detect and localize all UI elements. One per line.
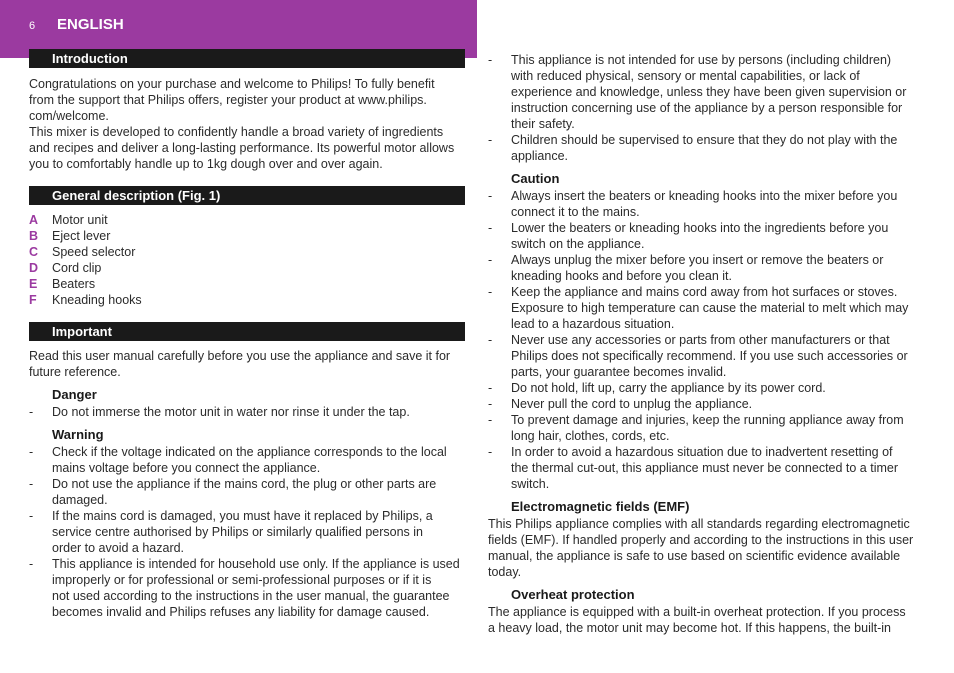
text-line: Never use any accessories or parts from other manufacturers or that: [511, 333, 890, 347]
text-line: Never pull the cord to unplug the appliance.: [511, 397, 753, 411]
list-item: [488, 412, 924, 444]
text-line: Read this user manual carefully before you use the appliance and save it for: [29, 349, 451, 363]
text-line: you to comfortably handle up to 1kg dough over and over again.: [29, 157, 383, 171]
part-name: Kneading hooks: [52, 293, 142, 307]
text-line: Congratulations on your purchase and welcome to Philips! To fully benefit: [29, 77, 435, 91]
important-paragraph: [29, 348, 465, 380]
text-line: instruction concerning use of the appliance by a person responsible for: [511, 101, 903, 115]
section-heading-general-description: General description (Fig. 1): [29, 186, 465, 205]
emf-paragraph: [488, 516, 924, 580]
text-line: parts, your guarantee becomes invalid.: [511, 365, 727, 379]
text-line: Do not immerse the motor unit in water nor rinse it under the tap.: [52, 405, 410, 419]
text-line: In order to avoid a hazardous situation due to inadvertent resetting of: [511, 445, 893, 459]
text-line: Check if the voltage indicated on the appliance corresponds to the local: [52, 445, 447, 459]
dash-bullet: -: [29, 509, 34, 523]
list-item-text: [52, 476, 465, 508]
list-item-text: [511, 380, 924, 396]
text-line: mains voltage before you connect the appliance.: [52, 461, 321, 475]
dash-bullet: -: [29, 405, 34, 419]
list-item-text: [52, 556, 465, 620]
text-line: the thermal cut-out, this appliance must never be connected to a timer: [511, 461, 899, 475]
part-name: Beaters: [52, 277, 96, 291]
text-line: kneading hooks and before you clean it.: [511, 269, 732, 283]
subheading-emf: Electromagnetic fields (EMF): [511, 499, 690, 514]
list-item: [29, 404, 465, 420]
text-line: connect it to the mains.: [511, 205, 640, 219]
text-line: manual, the appliance is safe to use based on scientific evidence available: [488, 549, 901, 563]
dash-bullet: -: [488, 397, 493, 411]
part-name: Eject lever: [52, 229, 111, 243]
list-item: [488, 444, 924, 492]
dash-bullet: -: [488, 221, 493, 235]
text-line: a heavy load, the motor unit may become hot. If this happens, the built-in: [488, 621, 892, 635]
list-item: [488, 252, 924, 284]
overheat-paragraph: [488, 604, 924, 636]
list-item-text: [52, 508, 465, 556]
list-item: [488, 332, 924, 380]
list-item: [488, 188, 924, 220]
section-heading-introduction: Introduction: [29, 49, 465, 68]
dash-bullet: -: [488, 53, 493, 67]
text-line: with reduced physical, sensory or mental capabilities, or lack of: [511, 69, 860, 83]
text-line: and recipes and deliver a long-lasting performance. Its powerful motor allows: [29, 141, 455, 155]
text-line: The appliance is equipped with a built-in overheat protection. If you process: [488, 605, 906, 619]
text-line: This appliance is not intended for use by persons (including children): [511, 53, 892, 67]
text-line: lead to a hazardous situation.: [511, 317, 675, 331]
text-line: Philips does not specifically recommend. If you use such accessories or: [511, 349, 908, 363]
list-item-text: [511, 52, 924, 132]
text-line: not used according to the instructions in the user manual, the guarantee: [52, 589, 450, 603]
list-item: [488, 284, 924, 332]
intro-paragraph-2: [29, 124, 465, 172]
part-letter: F: [29, 293, 37, 307]
text-line: improperly or for professional or semi-professional purposes or if it is: [52, 573, 432, 587]
part-letter: C: [29, 245, 39, 259]
part-letter: B: [29, 229, 39, 243]
text-line: Lower the beaters or kneading hooks into the ingredients before you: [511, 221, 889, 235]
text-line: Always insert the beaters or kneading hooks into the mixer before you: [511, 189, 898, 203]
text-line: switch on the appliance.: [511, 237, 645, 251]
text-line: experience and knowledge, unless they have been given supervision or: [511, 85, 907, 99]
dash-bullet: -: [488, 133, 493, 147]
list-item: [488, 220, 924, 252]
text-line: service centre authorised by Philips or similarly qualified persons in: [52, 525, 424, 539]
list-item-text: [511, 188, 924, 220]
subheading-overheat: Overheat protection: [511, 587, 635, 602]
part-name: Motor unit: [52, 213, 108, 227]
text-line: Exposure to high temperature can cause the material to melt which may: [511, 301, 909, 315]
subheading-caution: Caution: [511, 171, 560, 186]
dash-bullet: -: [488, 189, 493, 203]
list-item: [488, 132, 924, 164]
list-item: [488, 52, 924, 132]
text-line: from the support that Philips offers, register your product at www.philips.: [29, 93, 427, 107]
part-letter: E: [29, 277, 38, 291]
text-line: This mixer is developed to confidently handle a broad variety of ingredients: [29, 125, 444, 139]
text-line: today.: [488, 565, 522, 579]
page-number: 6: [29, 20, 36, 32]
dash-bullet: -: [488, 445, 493, 459]
list-item-text: [511, 332, 924, 380]
list-item: [29, 444, 465, 476]
text-line: becomes invalid and Philips refuses any liability for damage caused.: [52, 605, 430, 619]
dash-bullet: -: [29, 445, 34, 459]
text-line: their safety.: [511, 117, 575, 131]
text-line: Keep the appliance and mains cord away from hot surfaces or stoves.: [511, 285, 898, 299]
text-line: switch.: [511, 477, 550, 491]
list-item-text: [511, 444, 924, 492]
text-line: fields (EMF). If handled properly and according to the instructions in this user: [488, 533, 914, 547]
dash-bullet: -: [488, 381, 493, 395]
text-line: Do not hold, lift up, carry the appliance by its power cord.: [511, 381, 826, 395]
text-line: Always unplug the mixer before you insert or remove the beaters or: [511, 253, 884, 267]
part-letter: D: [29, 261, 39, 275]
list-item: [488, 380, 924, 396]
text-line: This Philips appliance complies with all standards regarding electromagnetic: [488, 517, 910, 531]
text-line: appliance.: [511, 149, 568, 163]
text-line: If the mains cord is damaged, you must have it replaced by Philips, a: [52, 509, 433, 523]
text-line: damaged.: [52, 493, 108, 507]
language-title: ENGLISH: [57, 16, 124, 33]
dash-bullet: -: [488, 285, 493, 299]
list-item-text: [511, 396, 924, 412]
text-line: This appliance is intended for household use only. If the appliance is used: [52, 557, 460, 571]
text-line: future reference.: [29, 365, 121, 379]
text-line: com/welcome.: [29, 109, 109, 123]
section-heading-important: Important: [29, 322, 465, 341]
list-item-text: [511, 284, 924, 332]
dash-bullet: -: [488, 333, 493, 347]
list-item-text: [511, 412, 924, 444]
part-name: Cord clip: [52, 261, 102, 275]
dash-bullet: -: [29, 557, 34, 571]
part-letter: A: [29, 213, 39, 227]
dash-bullet: -: [29, 477, 34, 491]
list-item-text: [511, 252, 924, 284]
dash-bullet: -: [488, 413, 493, 427]
intro-paragraph-1: [29, 76, 465, 124]
list-item-text: [52, 404, 465, 420]
part-name: Speed selector: [52, 245, 136, 259]
subheading-warning: Warning: [52, 427, 104, 442]
list-item-text: [511, 132, 924, 164]
list-item: [29, 476, 465, 508]
text-line: To prevent damage and injuries, keep the running appliance away from: [511, 413, 904, 427]
text-line: long hair, clothes, cords, etc.: [511, 429, 670, 443]
text-line: order to avoid a hazard.: [52, 541, 185, 555]
list-item: [29, 556, 465, 620]
list-item: [29, 508, 465, 556]
subheading-danger: Danger: [52, 387, 97, 402]
list-item-text: [511, 220, 924, 252]
dash-bullet: -: [488, 253, 493, 267]
text-line: Children should be supervised to ensure that they do not play with the: [511, 133, 898, 147]
text-line: Do not use the appliance if the mains cord, the plug or other parts are: [52, 477, 437, 491]
list-item-text: [52, 444, 465, 476]
list-item: [488, 396, 924, 412]
